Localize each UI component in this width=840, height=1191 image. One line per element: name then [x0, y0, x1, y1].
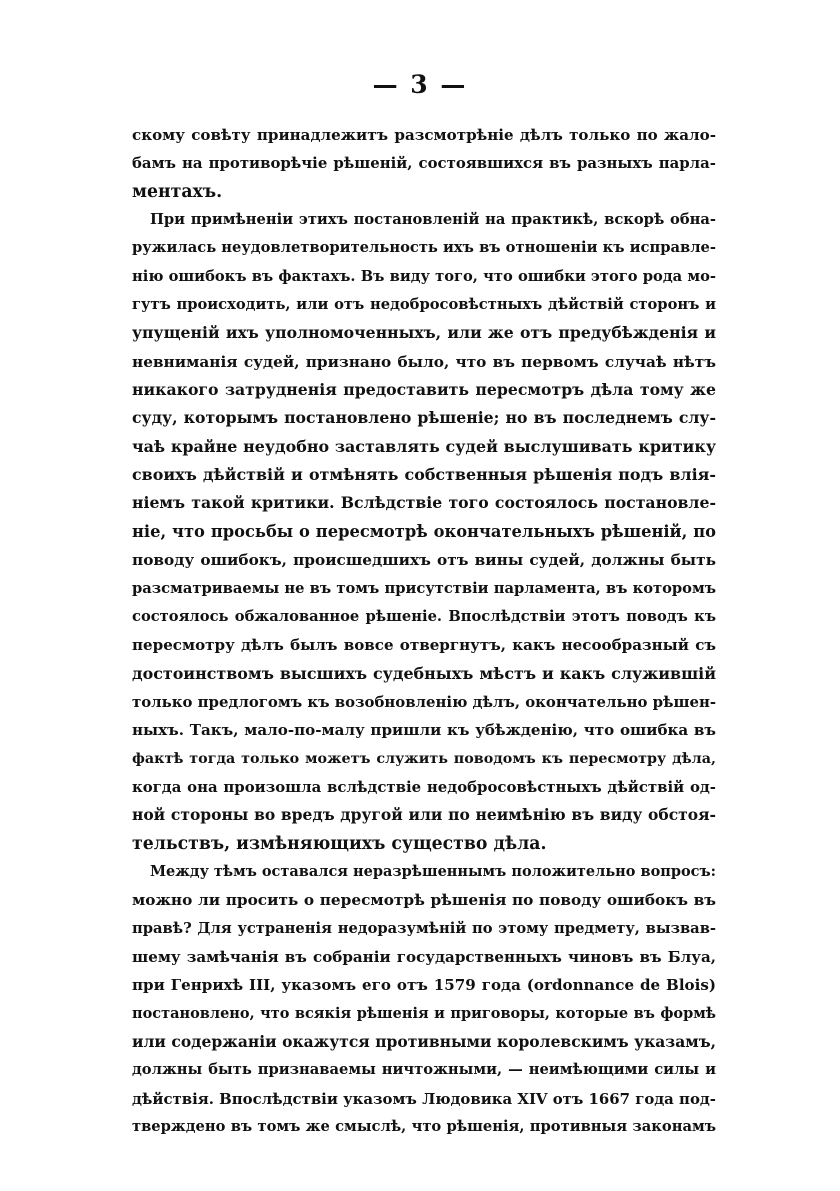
- text-line: постановлено, что всякія рѣшенія и приговоры, которые въ формѣ: [132, 1004, 716, 1022]
- text-line: должны быть признаваемы ничтожными, — неимѣющими силы и: [132, 1061, 716, 1079]
- text-line: состоялось обжалованное рѣшеніе. Впослѣдствіи этотъ поводъ къ: [132, 607, 716, 625]
- text-line: фактѣ тогда только можетъ служить поводомъ къ пересмотру дѣла,: [132, 750, 716, 767]
- text-line: ніемъ такой критики. Вслѣдствіе того состоялось постановле-: [132, 493, 716, 513]
- text-line: разсматриваемы не въ томъ присутствіи парламента, въ которомъ: [132, 579, 716, 597]
- page-number: — 3 —: [372, 70, 468, 99]
- text-line: ной стороны во вредъ другой или по неимѣнію въ виду обстоя-: [132, 805, 716, 825]
- text-line: гутъ происходить, или отъ недобросовѣстныхъ дѣйствій сторонъ и: [132, 296, 716, 314]
- text-line: бамъ на противорѣчіе рѣшеній, состоявшихся въ разныхъ парла-: [132, 154, 716, 173]
- text-line: только предлогомъ къ возобновленію дѣлъ, окончательно рѣшен-: [132, 692, 717, 711]
- text-line: дѣйствія. Впослѣдствіи указомъ Людовика XIV отъ 1667 года под-: [132, 1089, 716, 1108]
- text-line: никакого затрудненія предоставить пересмотръ дѣла тому же: [132, 380, 716, 400]
- text-line: своихъ дѣйствій и отмѣнять собственныя рѣшенія подъ влія-: [132, 465, 716, 485]
- text-line: правѣ? Для устраненія недоразумѣній по этому предмету, вызвав-: [132, 919, 716, 937]
- text-line: ніе, что просьбы о пересмотрѣ окончательныхъ рѣшеній, по: [132, 521, 716, 541]
- text-line: когда она произошла вслѣдствіе недобросовѣстныхъ дѣйствій од-: [132, 777, 716, 796]
- text-line: невниманія судей, признано было, что въ первомъ случаѣ нѣтъ: [132, 352, 716, 371]
- text-line: шему замѣчанія въ собраніи государственныхъ чиновъ въ Блуа,: [132, 947, 716, 966]
- text-line: Между тѣмъ оставался неразрѣшеннымъ положительно вопросъ:: [150, 862, 716, 880]
- text-line: при Генрихѣ III, указомъ его отъ 1579 года (ordonnance de Blois): [132, 976, 716, 995]
- text-line: упущеній ихъ уполномоченныхъ, или же отъ предубѣжденія и: [132, 323, 716, 343]
- text-line: можно ли просить о пересмотрѣ рѣшенія по поводу ошибокъ въ: [132, 891, 716, 910]
- text-line: нію ошибокъ въ фактахъ. Въ виду того, что ошибки этого рода мо-: [132, 267, 716, 285]
- text-line: ныхъ. Такъ, мало-по-малу пришли къ убѣжденію, что ошибка въ: [132, 721, 716, 740]
- text-line: суду, которымъ постановлено рѣшеніе; но въ последнемъ слу-: [132, 408, 716, 428]
- text-line: достоинствомъ высшихъ судебныхъ мѣстъ и какъ служившій: [132, 663, 716, 683]
- text-line: тверждено въ томъ же смыслѣ, что рѣшенія, противныя законамъ: [132, 1118, 716, 1136]
- text-line: поводу ошибокъ, происшедшихъ отъ вины судей, должны быть: [132, 551, 716, 570]
- text-line: ружилась неудовлетворительность ихъ въ отношеніи къ исправле-: [132, 239, 716, 257]
- text-line: скому совѣту принадлежитъ разсмотрѣніе дѣлъ только по жало-: [132, 126, 716, 144]
- text-line: пересмотру дѣлъ былъ вовсе отвергнутъ, какъ несообразный съ: [132, 636, 716, 655]
- text-line: тельствъ, измѣняющихъ существо дѣла.: [132, 833, 547, 854]
- text-line: ментахъ.: [132, 181, 223, 202]
- body-text: [132, 121, 716, 1141]
- text-line: чаѣ крайне неудобно заставлять судей выслушивать критику: [132, 436, 716, 456]
- text-line: или содержаніи окажутся противными королевскимъ указамъ,: [132, 1032, 716, 1051]
- text-line: При примѣненіи этихъ постановленій на практикѣ, вскорѣ обна-: [150, 211, 716, 229]
